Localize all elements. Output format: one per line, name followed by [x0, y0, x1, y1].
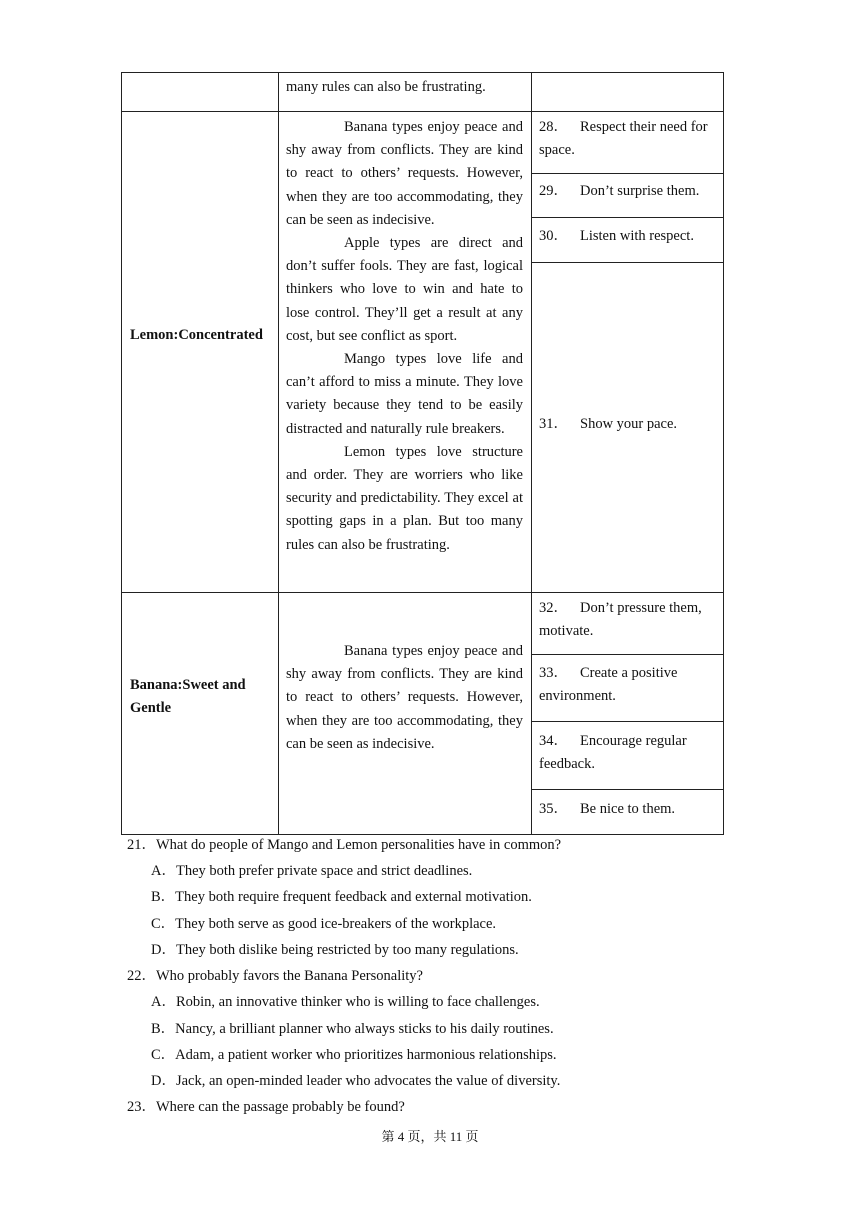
continued-text-cell — [278, 76, 531, 99]
banana-paragraph: Banana types enjoy peace and shy away from conflicts. They are kind to react to others’ requests. However, when they are too accommodating, they can be seen as indecisive. — [286, 119, 523, 228]
question-21-stem: 21．What do people of Mango and Lemon personalities have in common? — [127, 837, 562, 853]
row-divider — [121, 592, 724, 593]
lemon-label: Lemon:Concentrated — [130, 327, 263, 343]
tip-text: Create a positive environment. — [539, 665, 678, 705]
question-21-option-c[interactable]: C．They both serve as good ice-breakers of the workplace. — [151, 916, 497, 932]
question-22-stem: 22．Who probably favors the Banana Personality? — [127, 968, 423, 984]
question-21-option-d[interactable]: D．They both dislike being restricted by too many regulations. — [151, 942, 519, 958]
banana-label-line1: Banana:Sweet and — [130, 677, 246, 693]
mango-paragraph: Mango types love life and can’t afford to miss a minute. They love variety because they tend to be easily distracted and naturally rule breakers. — [286, 351, 523, 437]
tip-32[interactable] — [531, 597, 723, 643]
tip-text: Show your pace. — [580, 416, 678, 432]
question-22-option-b[interactable]: B．Nancy, a brilliant planner who always sticks to his daily routines. — [151, 1021, 554, 1037]
banana-description-cell — [278, 640, 531, 756]
tip-number: 32． — [539, 600, 568, 616]
tip-number: 29． — [539, 183, 568, 199]
question-23-stem: 23．Where can the passage probably be found? — [127, 1099, 405, 1115]
continued-text: many rules can also be frustrating. — [286, 79, 486, 95]
tip-number: 35． — [539, 801, 568, 817]
banana-label-cell — [130, 674, 280, 720]
table-border-right — [723, 72, 724, 834]
question-22-option-c[interactable]: C．Adam, a patient worker who prioritizes harmonious relationships. — [151, 1047, 557, 1063]
tip-number: 31． — [539, 416, 568, 432]
tip-divider — [531, 721, 724, 722]
banana-label-line2: Gentle — [130, 700, 172, 717]
tip-text: Listen with respect. — [580, 228, 694, 244]
tip-31[interactable] — [531, 413, 723, 436]
tip-divider — [531, 654, 724, 655]
tip-text: Respect their need for space. — [539, 119, 708, 159]
tip-30[interactable] — [531, 225, 723, 248]
tip-divider — [531, 173, 724, 174]
tip-35[interactable] — [531, 798, 723, 821]
tip-text: Don’t pressure them, motivate. — [539, 600, 702, 640]
tip-divider — [531, 789, 724, 790]
banana-paragraph: Banana types enjoy peace and shy away from conflicts. They are kind to react to others’ requests. However, when they are too accommodating, they can be seen as indecisive. — [286, 643, 523, 752]
page-number-footer: 第 4 页，共 11 页 — [381, 1129, 479, 1144]
question-21-option-b[interactable]: B．They both require frequent feedback and external motivation. — [151, 889, 532, 905]
tip-divider — [531, 217, 724, 218]
tip-text: Don’t surprise them. — [580, 183, 700, 199]
question-21-option-a[interactable]: A．They both prefer private space and strict deadlines. — [151, 863, 473, 879]
lemon-paragraph: Lemon types love structure and order. They are worriers who like security and predictability. They excel at spotting gaps in a plan. But too many rules can also be frustrating. — [286, 443, 523, 553]
row-divider — [121, 111, 724, 112]
apple-paragraph: Apple types are direct and don’t suffer fools. They are fast, logical thinkers who love to win and hate to lose control. They’ll get a result at any cost, but see conflict as sport. — [286, 235, 523, 344]
tip-28[interactable] — [531, 116, 723, 162]
lemon-label-cell — [130, 324, 280, 347]
lemon-description-cell — [278, 116, 531, 557]
tip-34[interactable] — [531, 730, 723, 776]
tip-number: 30． — [539, 228, 568, 244]
tip-33[interactable] — [531, 662, 723, 708]
tip-divider — [531, 262, 724, 263]
tip-number: 33． — [539, 665, 568, 681]
question-22-option-d[interactable]: D．Jack, an open-minded leader who advocates the value of diversity. — [151, 1073, 561, 1089]
table-border-top — [121, 72, 724, 73]
question-22-option-a[interactable]: A．Robin, an innovative thinker who is willing to face challenges. — [151, 994, 540, 1010]
tip-text: Encourage regular feedback. — [539, 733, 687, 773]
tip-29[interactable] — [531, 180, 723, 203]
table-border-left — [121, 72, 122, 834]
tip-number: 34． — [539, 733, 568, 749]
tip-text: Be nice to them. — [580, 801, 676, 817]
tip-number: 28． — [539, 119, 568, 135]
